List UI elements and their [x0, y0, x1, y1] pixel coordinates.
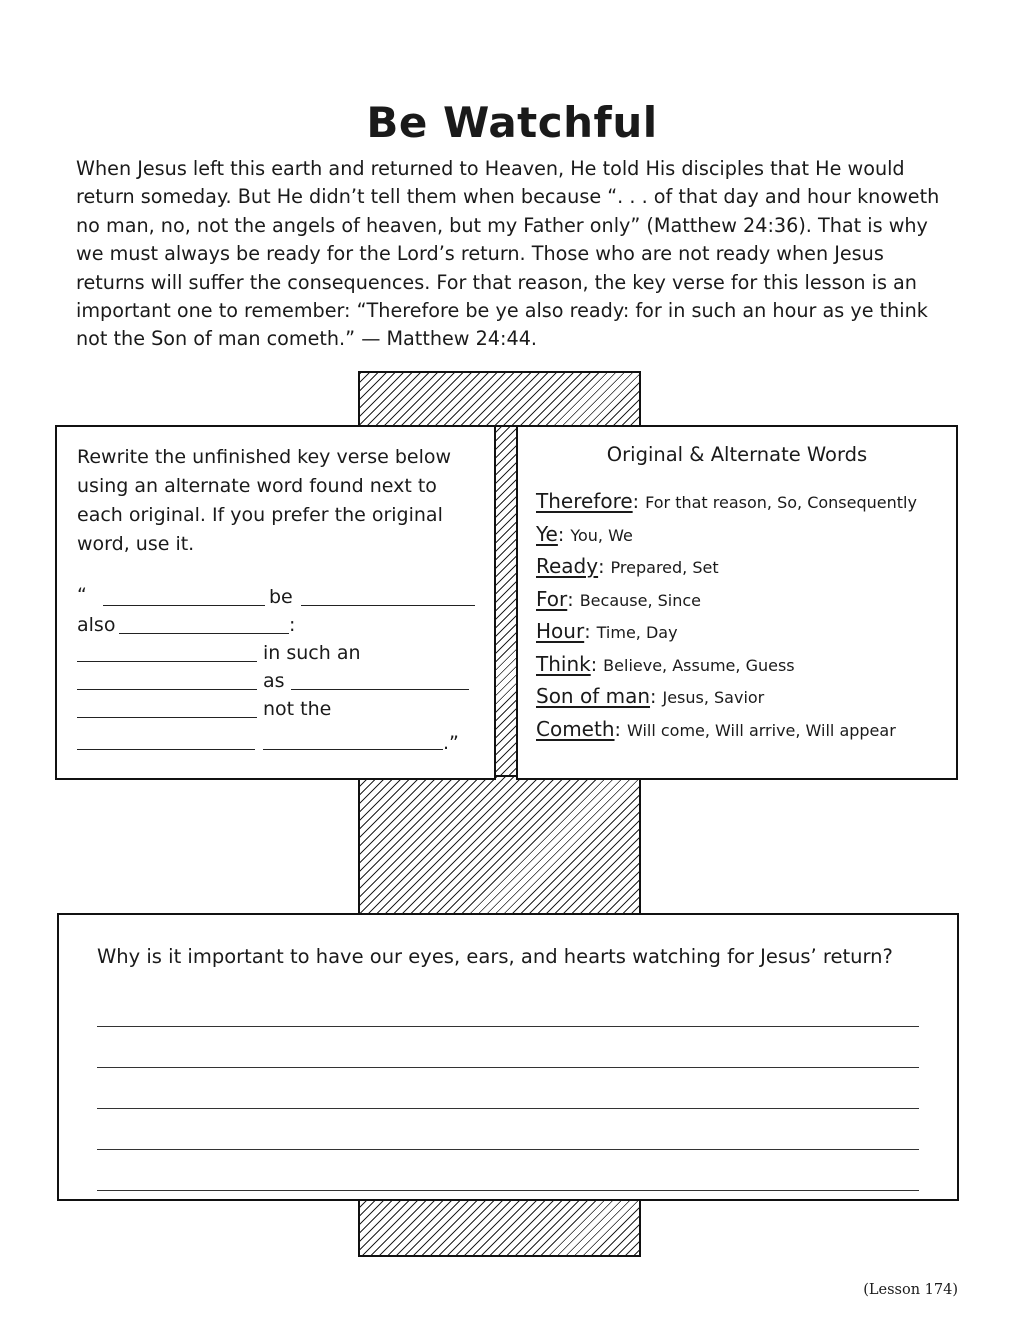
- word-also: also: [77, 614, 116, 636]
- blank-ready[interactable]: [119, 633, 289, 634]
- alternate-words: Will come, Will arrive, Will appear: [626, 720, 896, 740]
- alternate-words: Prepared, Set: [610, 558, 719, 577]
- open-quote: “: [77, 584, 87, 606]
- alternate-words: Jesus, Savior: [662, 688, 765, 707]
- alternate-words-title: Original & Alternate Words: [606, 443, 868, 466]
- hatched-connector-lower: [358, 775, 641, 917]
- verse-fill-in: [77, 585, 474, 765]
- alternate-words: For that reason, So, Consequently: [645, 493, 917, 512]
- blank-for[interactable]: [77, 661, 257, 662]
- alt-item-son-of-man: Son of man: Jesus, Savior: [536, 684, 765, 708]
- alt-item-therefore: Therefore: For that reason, So, Consequently: [536, 489, 917, 513]
- blank-therefore[interactable]: [103, 605, 265, 606]
- hatched-connector-bottom: [358, 1196, 641, 1257]
- alternate-words: Because, Since: [579, 590, 701, 610]
- answer-line[interactable]: [97, 1109, 919, 1150]
- reflection-question-box: [57, 913, 959, 1201]
- alt-item-ye: Ye: You, We: [536, 521, 633, 546]
- blank-hour[interactable]: [77, 689, 257, 690]
- answer-line[interactable]: [97, 1068, 919, 1109]
- alt-item-cometh: Cometh: Will come, Will arrive, Will appear: [536, 716, 896, 741]
- colon: :: [289, 614, 296, 636]
- word-be: be: [269, 586, 293, 608]
- word-in-such-an: in such an: [263, 642, 361, 664]
- answer-line[interactable]: [97, 1027, 919, 1068]
- answer-line[interactable]: [97, 986, 919, 1027]
- alternate-words-box: [516, 425, 958, 780]
- blank-ye-2[interactable]: [291, 689, 469, 690]
- original-word: Ye: [536, 521, 558, 546]
- alt-item-hour: Hour: Time, Day: [536, 619, 678, 643]
- original-word: Son of man: [536, 684, 651, 708]
- answer-line[interactable]: [97, 1150, 919, 1191]
- blank-think[interactable]: [77, 717, 257, 718]
- page-title: Be Watchful: [366, 98, 658, 147]
- word-not-the: not the: [263, 698, 332, 720]
- original-word: Cometh: [536, 716, 615, 741]
- alt-item-for: For: Because, Since: [536, 586, 701, 611]
- word-as: as: [263, 670, 285, 692]
- alternate-words: You, We: [570, 525, 633, 545]
- original-word: Think: [536, 651, 591, 676]
- rewrite-instructions: Rewrite the unfinished key verse below using an alternate word found next to each original. If you prefer the original word, use it.: [77, 446, 452, 555]
- original-word: Hour: [536, 619, 585, 643]
- alt-item-think: Think: Believe, Assume, Guess: [536, 651, 795, 676]
- original-word: Therefore: [536, 489, 633, 513]
- alternate-words: Time, Day: [596, 623, 678, 642]
- alternate-words: Believe, Assume, Guess: [603, 655, 795, 675]
- close-quote: .”: [443, 732, 459, 754]
- blank-cometh[interactable]: [263, 749, 443, 750]
- answer-lines: [97, 986, 919, 1191]
- original-word: For: [536, 586, 568, 611]
- lesson-number: (Lesson 174): [863, 1282, 958, 1298]
- original-word: Ready: [536, 554, 599, 578]
- intro-paragraph: [76, 155, 956, 354]
- reflection-question: Why is it important to have our eyes, ears, and hearts watching for Jesus’ return?: [97, 945, 893, 968]
- alt-item-ready: Ready: Prepared, Set: [536, 554, 719, 578]
- hatched-connector-top: [358, 371, 641, 433]
- blank-ye[interactable]: [301, 605, 475, 606]
- blank-son-of-man[interactable]: [77, 749, 255, 750]
- rewrite-verse-box: [55, 425, 496, 780]
- intro-text: When Jesus left this earth and returned to Heaven, He told His disciples that He would return someday. But He didn’t tell them when because “. . . of that day and hour knoweth no man, no, not the angels of heaven, but my Father only” (Matthew 24:36). That is why we must always be ready for the Lord’s return. Those who are not ready when Jesus returns will suffer the consequences. For that reason, the key verse for this lesson is an important one to remember: “Therefore be ye also ready: for in such an hour as ye think not the Son of man cometh.” — Matthew 24:44.: [76, 157, 940, 351]
